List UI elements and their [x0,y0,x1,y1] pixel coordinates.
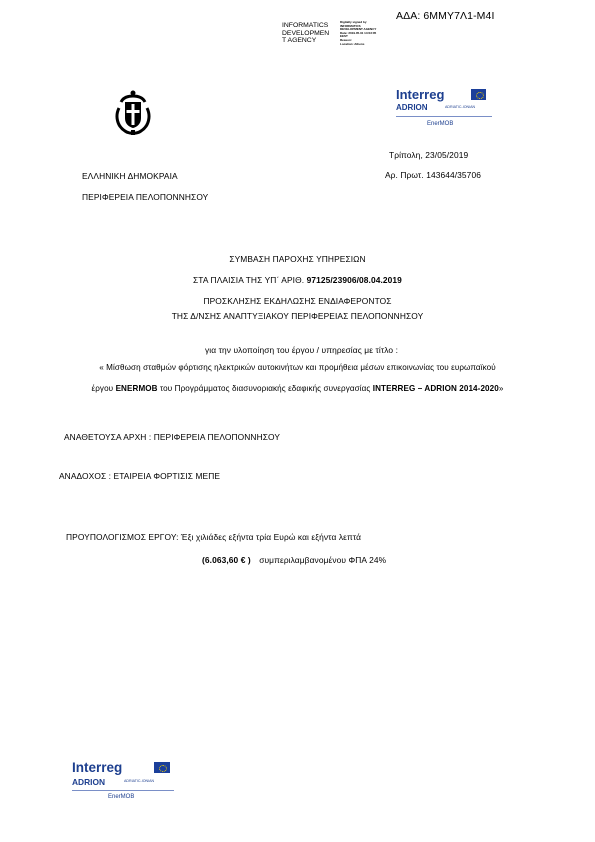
contracting-authority: ΑΝΑΘΕΤΟΥΣΑ ΑΡΧΗ : ΠΕΡΙΦΕΡΕΙΑ ΠΕΛΟΠΟΝΝΗΣΟΥ [64,432,281,442]
place-date: Τρίπολη, 23/05/2019 [389,150,469,160]
adriatic-ionian-label: ADRIATIC-IONIAN [124,779,155,783]
budget-amount-line [202,555,386,565]
project-intro: για την υλοποίηση του έργου / υπηρεσίας με τίτλο : [205,345,399,355]
logo-line [396,116,492,117]
adrion-word: ADRION [396,103,428,112]
adrion-word: ADRION [72,777,106,787]
title-line-2 [0,275,595,285]
title-line-2-prefix: ΣΤΑ ΠΛΑΙΣΙΑ ΤΗΣ ΥΠ΄ ΑΡΙΘ. [193,275,305,285]
title-line-3: ΠΡΟΣΚΛΗΣΗΣ ΕΚΔΗΛΩΣΗΣ ΕΝΔΙΑΦΕΡΟΝΤΟΣ [203,296,392,306]
adriatic-ionian-label: ADRIATIC-IONIAN [445,105,476,109]
digital-signature-details [340,21,376,46]
protocol-number: Αρ. Πρωτ. 143644/35706 [385,170,481,180]
interreg-logo-top [387,86,499,134]
project-acronym: ENERMOB [115,384,158,393]
signer-name-line-1: INFORMATICS [282,22,329,29]
sig-detail: INFORMATICS [340,23,361,28]
sig-detail: Date: 2019.05.31 14:03:05 [340,30,377,35]
logo-line [72,790,174,791]
programme-name: INTERREG – ADRION 2014-2020 [372,384,499,393]
sig-detail: DEVELOPMENT AGENCY [340,27,377,32]
interreg-word: Interreg [72,760,123,775]
sig-detail: Digitally signed by [340,20,367,24]
contractor: ΑΝΑΔΟΧΟΣ : ΕΤΑΙΡΕΙΑ ΦΟΡΤΙΣΙΣ ΜΕΠΕ [59,471,221,481]
sig-detail: EEST [340,34,348,39]
sig-detail: Reason: [340,37,352,42]
sig-detail: Location: Athens [340,41,365,46]
enermob-label: EnerMOB [427,121,454,127]
digital-signature-stamp [282,22,329,45]
project-title-line-1: « Μίσθωση σταθμών φόρτισης ηλεκτρικών αυτοκινήτων και προμήθεια μέσων επικοινωνίας του ευρωπαϊκού [99,363,496,372]
signer-name-line-2: DEVELOPMEN [282,29,330,37]
project-title-text: του Προγράμματος διασυνοριακής εδαφικής συνεργασίας [157,384,373,393]
issuer-line-2: ΠΕΡΙΦΕΡΕΙΑ ΠΕΛΟΠΟΝΝΗΣΟΥ [82,192,209,202]
interreg-word: Interreg [396,87,445,102]
greek-coat-of-arms-icon [113,88,153,136]
signer-name-line-3: T AGENCY [282,37,317,44]
title-line-1: ΣΥΜΒΑΣΗ ΠΑΡΟΧΗΣ ΥΠΗΡΕΣΙΩΝ [229,254,366,264]
eu-flag-icon [154,762,170,773]
project-title-text: έργου [91,384,116,393]
title-line-4: ΤΗΣ Δ/ΝΣΗΣ ΑΝΑΠΤΥΞΙΑΚΟΥ ΠΕΡΙΦΕΡΕΙΑΣ ΠΕΛΟΠΟΝΝΗΣΟΥ [171,311,424,321]
title-line-2-number: 97125/23906/08.04.2019 [306,275,402,285]
project-title-text: » [498,384,504,393]
eu-flag-icon [471,89,486,100]
ada-number: ΑΔΑ: 6ΜΜΥ7Λ1-Μ4Ι [396,10,495,22]
budget-amount: (6.063,60 € ) [202,555,251,565]
budget-vat: συμπεριλαμβανομένου ΦΠΑ 24% [259,555,387,565]
enermob-label: EnerMOB [108,794,135,800]
project-title-line-2 [0,384,595,393]
interreg-logo-bottom [64,758,182,808]
budget-line: ΠΡΟΥΠΟΛΟΓΙΣΜΟΣ ΕΡΓΟΥ: Έξι χιλιάδες εξήντα τρία Ευρώ και εξήντα λεπτά [66,532,362,542]
issuer-line-1: ΕΛΛΗΝΙΚΗ ΔΗΜΟΚΡΑΙΑ [82,171,178,181]
